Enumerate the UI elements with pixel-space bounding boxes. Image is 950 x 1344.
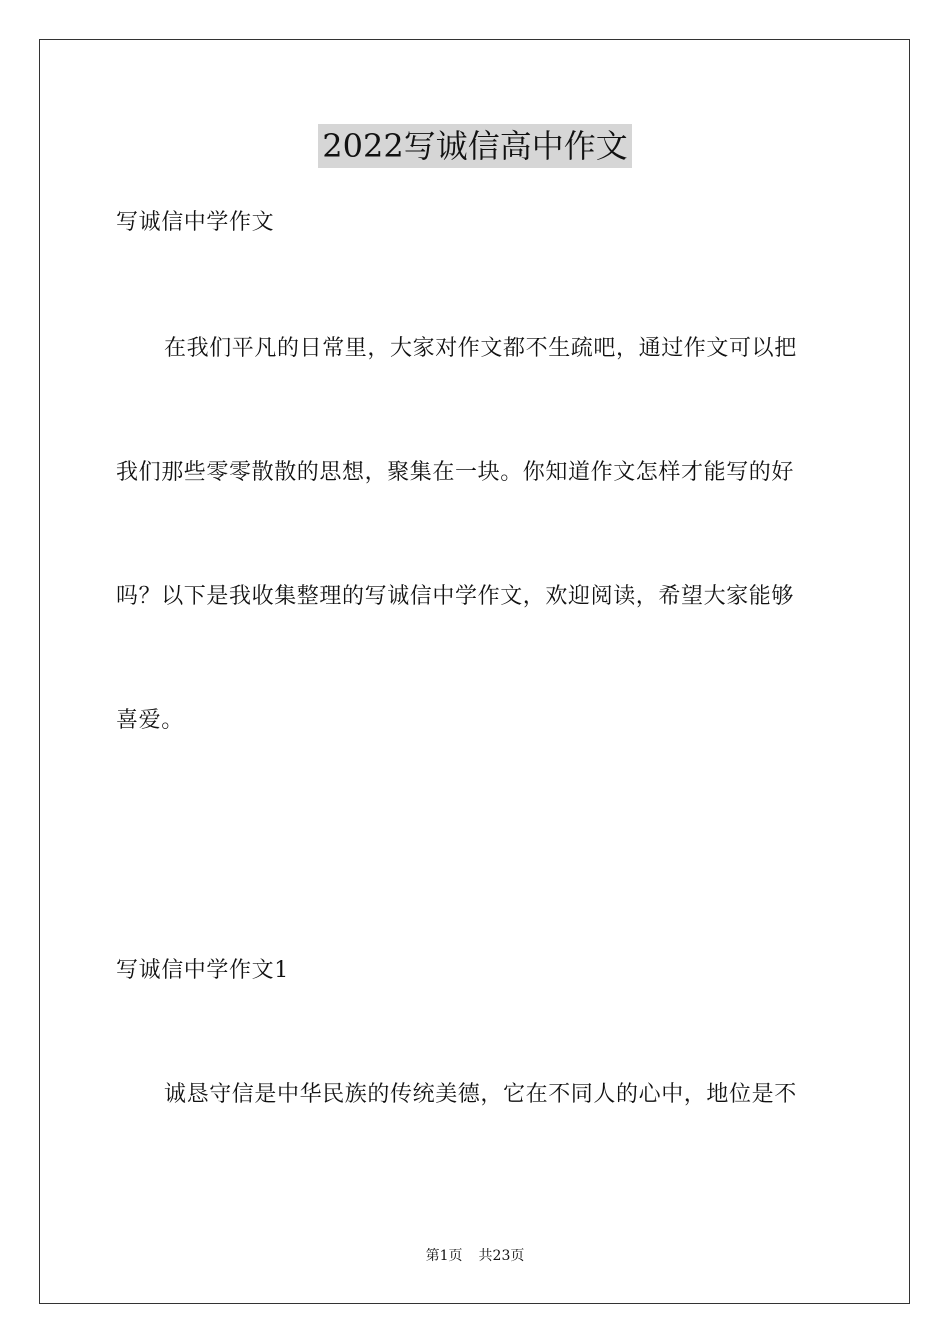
paragraph-line: 在我们平凡的日常里，大家对作文都不生疏吧，通过作文可以把	[164, 336, 797, 361]
document-title-wrapper	[0, 124, 950, 176]
document-title: 2022写诚信高中作文	[318, 124, 631, 168]
section-heading: 写诚信中学作文	[116, 210, 275, 235]
page-footer	[0, 1246, 950, 1266]
page-count: 共23页	[478, 1248, 525, 1264]
page-number: 第1页	[425, 1248, 463, 1264]
paragraph-line: 我们那些零零散散的思想，聚集在一块。你知道作文怎样才能写的好	[116, 460, 795, 485]
paragraph-line: 喜爱。	[116, 708, 184, 733]
section-heading: 写诚信中学作文1	[116, 958, 289, 983]
paragraph-line: 诚恳守信是中华民族的传统美德，它在不同人的心中，地位是不	[164, 1082, 797, 1107]
paragraph-line: 吗？以下是我收集整理的写诚信中学作文，欢迎阅读，希望大家能够	[116, 584, 795, 609]
